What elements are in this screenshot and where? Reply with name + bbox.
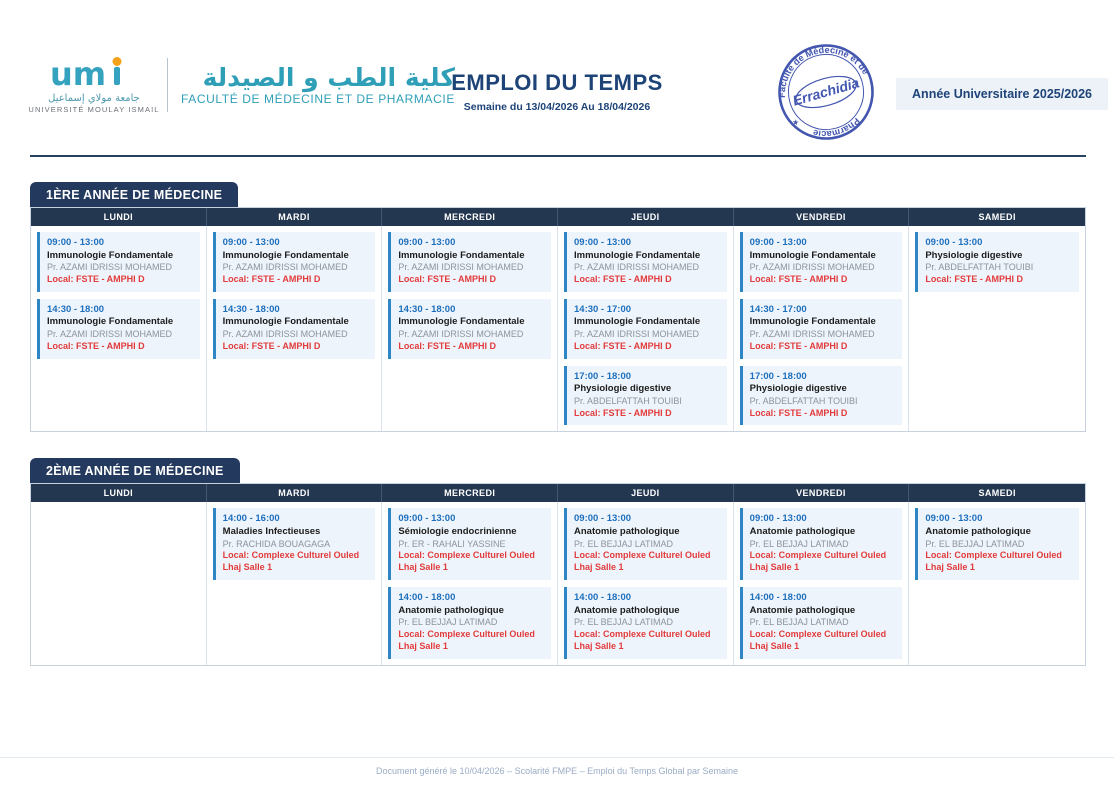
event-time: 09:00 - 13:00 [749, 513, 807, 525]
event-course: Immunologie Fondamentale [574, 249, 701, 261]
day-header-samedi: SAMEDI [909, 208, 1085, 226]
header-divider-rule [30, 155, 1086, 157]
academic-year-badge: Année Universitaire 2025/2026 [896, 78, 1108, 110]
event-course: Anatomie pathologique [574, 525, 680, 537]
event-location: Local: FSTE - AMPHI D [398, 273, 496, 284]
event-location: Local: Complexe Culturel Ouled Lhaj Salle 1 [222, 550, 360, 573]
logo-divider [167, 58, 168, 112]
day-header-mercredi: MERCREDI [382, 208, 558, 226]
event-time: 17:00 - 18:00 [574, 370, 632, 382]
event-time: 14:30 - 17:00 [749, 303, 807, 315]
event-professor: Pr. AZAMI IDRISSI MOHAMED [47, 262, 173, 273]
event-card [564, 366, 727, 426]
event-course: Anatomie pathologique [398, 604, 504, 616]
section-title-tab: 1ÈRE ANNÉE DE MÉDECINE [30, 182, 238, 207]
page-title: EMPLOI DU TEMPS [451, 70, 663, 95]
umi-logo-block [28, 56, 160, 114]
event-location: Local: Complexe Culturel Ouled Lhaj Salle 1 [925, 550, 1062, 573]
event-professor: Pr. ABDELFATTAH TOUIBI [574, 395, 682, 406]
stamp-ring-bottom-text: Pharmacie [812, 115, 862, 140]
event-professor: Pr. AZAMI IDRISSI MOHAMED [574, 262, 700, 273]
event-professor: Pr. RACHIDA BOUAGAGA [222, 538, 331, 549]
stamp-ring-top-text: Faculté de Médecine et de [776, 44, 871, 98]
event-time: 14:30 - 18:00 [47, 303, 105, 315]
event-professor: Pr. EL BEJJAJ LATIMAD [574, 617, 674, 628]
event-card [740, 299, 903, 359]
day-header-lundi: LUNDI [31, 208, 207, 226]
umi-logo-icon [50, 56, 138, 92]
event-professor: Pr. EL BEJJAJ LATIMAD [398, 617, 498, 628]
event-professor: Pr. EL BEJJAJ LATIMAD [749, 617, 849, 628]
event-card [564, 508, 727, 580]
day-column-mardi [207, 502, 383, 665]
university-name-french: UNIVERSITÉ MOULAY ISMAIL [28, 105, 160, 114]
event-location: Local: FSTE - AMPHI D [222, 340, 321, 351]
event-location: Local: Complexe Culturel Ouled Lhaj Salle 1 [574, 629, 711, 651]
event-location: Local: FSTE - AMPHI D [749, 407, 848, 418]
event-professor: Pr. EL BEJJAJ LATIMAD [925, 538, 1025, 549]
event-time: 14:00 - 18:00 [574, 592, 632, 604]
event-professor: Pr. ER - RAHALI YASSINE [398, 538, 506, 549]
event-time: 09:00 - 13:00 [925, 513, 983, 525]
event-time: 14:00 - 18:00 [398, 592, 456, 604]
day-header-jeudi: JEUDI [558, 208, 734, 226]
week-subtitle: Semaine du 13/04/2026 Au 18/04/2026 [463, 101, 651, 113]
day-column-jeudi [558, 226, 734, 431]
event-professor: Pr. AZAMI IDRISSI MOHAMED [574, 328, 700, 339]
event-location: Local: FSTE - AMPHI D [574, 340, 672, 351]
event-course: Anatomie pathologique [574, 604, 680, 616]
event-time: 09:00 - 13:00 [574, 513, 632, 525]
stamp-star-icon: ★ [789, 116, 802, 129]
faculty-name-french: FACULTÉ DE MÉDECINE ET DE PHARMACIE [181, 92, 455, 107]
event-location: Local: FSTE - AMPHI D [47, 340, 145, 351]
day-column-mardi [207, 226, 383, 431]
svg-text:um: um [50, 56, 107, 92]
day-header-mardi: MARDI [207, 484, 383, 502]
event-course: Immunologie Fondamentale [47, 249, 174, 261]
event-course: Physiologie digestive [574, 383, 672, 395]
event-professor: Pr. AZAMI IDRISSI MOHAMED [222, 262, 348, 273]
day-column-vendredi [734, 502, 910, 665]
event-course: Sémiologie endocrinienne [398, 525, 517, 537]
event-card [37, 232, 200, 292]
event-professor: Pr. EL BEJJAJ LATIMAD [749, 538, 849, 549]
event-time: 14:00 - 16:00 [222, 513, 280, 525]
day-column-mercredi [382, 502, 558, 665]
event-time: 17:00 - 18:00 [749, 370, 807, 382]
events-row [31, 502, 1085, 665]
event-location: Local: FSTE - AMPHI D [47, 273, 145, 284]
event-time: 09:00 - 13:00 [749, 237, 807, 248]
event-location: Local: FSTE - AMPHI D [222, 273, 321, 284]
event-course: Immunologie Fondamentale [749, 316, 876, 328]
event-professor: Pr. AZAMI IDRISSI MOHAMED [47, 328, 173, 339]
document-title-block [357, 70, 757, 113]
timetable-sections [30, 182, 1086, 692]
events-row [31, 226, 1085, 431]
event-card [564, 299, 727, 359]
event-card [37, 299, 200, 359]
event-course: Physiologie digestive [925, 249, 1023, 261]
university-name-arabic: جامعة مولاي إسماعيل [48, 93, 140, 104]
event-location: Local: FSTE - AMPHI D [749, 273, 848, 284]
event-location: Local: FSTE - AMPHI D [749, 340, 848, 351]
event-time: 09:00 - 13:00 [925, 237, 983, 248]
event-professor: Pr. ABDELFATTAH TOUIBI [925, 262, 1034, 273]
event-card [213, 232, 376, 292]
event-professor: Pr. AZAMI IDRISSI MOHAMED [749, 328, 875, 339]
day-header-vendredi: VENDREDI [734, 208, 910, 226]
event-professor: Pr. AZAMI IDRISSI MOHAMED [398, 328, 524, 339]
day-column-vendredi [734, 226, 910, 431]
event-card [388, 508, 551, 580]
day-column-samedi [909, 226, 1085, 431]
day-header-row [31, 484, 1085, 502]
event-location: Local: FSTE - AMPHI D [925, 273, 1023, 284]
day-column-jeudi [558, 502, 734, 665]
stamp-seal-icon [764, 30, 888, 154]
event-card [740, 232, 903, 292]
event-card [564, 587, 727, 659]
stamp-center-text: Errachidia [790, 74, 861, 109]
event-course: Maladies Infectieuses [222, 525, 321, 537]
event-time: 14:30 - 17:00 [574, 303, 632, 315]
event-course: Anatomie pathologique [749, 525, 856, 537]
day-header-mardi: MARDI [207, 208, 383, 226]
event-location: Local: Complexe Culturel Ouled Lhaj Salle 1 [574, 550, 711, 573]
event-card [388, 587, 551, 659]
svg-text:Pharmacie [810, 115, 864, 145]
event-course: Immunologie Fondamentale [398, 249, 525, 261]
day-header-jeudi: JEUDI [558, 484, 734, 502]
event-professor: Pr. AZAMI IDRISSI MOHAMED [398, 262, 524, 273]
day-header-vendredi: VENDREDI [734, 484, 910, 502]
event-course: Immunologie Fondamentale [222, 249, 349, 261]
section-title-tab: 2ÈME ANNÉE DE MÉDECINE [30, 458, 240, 483]
day-column-lundi [31, 226, 207, 431]
event-time: 14:30 - 18:00 [222, 303, 280, 315]
event-time: 09:00 - 13:00 [398, 237, 456, 248]
faculty-stamp [764, 30, 888, 154]
event-time: 09:00 - 13:00 [574, 237, 632, 248]
event-time: 09:00 - 13:00 [222, 237, 280, 248]
event-time: 14:30 - 18:00 [398, 303, 456, 315]
day-column-lundi [31, 502, 207, 665]
event-location: Local: FSTE - AMPHI D [574, 273, 672, 284]
event-location: Local: FSTE - AMPHI D [574, 407, 672, 418]
event-card [740, 587, 903, 659]
faculty-name-arabic: كلية الطب و الصيدلة [202, 62, 455, 92]
event-professor: Pr. AZAMI IDRISSI MOHAMED [222, 328, 348, 339]
event-course: Physiologie digestive [749, 383, 847, 395]
event-time: 09:00 - 13:00 [47, 237, 105, 248]
event-course: Immunologie Fondamentale [222, 316, 349, 328]
event-card [388, 299, 551, 359]
section-1 [30, 182, 1086, 432]
event-card [213, 508, 376, 580]
event-course: Immunologie Fondamentale [749, 249, 876, 261]
event-location: Local: Complexe Culturel Ouled Lhaj Salle 1 [398, 629, 535, 651]
day-header-samedi: SAMEDI [909, 484, 1085, 502]
event-professor: Pr. ABDELFATTAH TOUIBI [749, 395, 858, 406]
section-2 [30, 458, 1086, 666]
event-time: 14:00 - 18:00 [749, 592, 807, 604]
event-course: Anatomie pathologique [749, 604, 856, 616]
event-professor: Pr. EL BEJJAJ LATIMAD [574, 538, 674, 549]
timetable-grid [30, 483, 1086, 666]
event-professor: Pr. AZAMI IDRISSI MOHAMED [749, 262, 875, 273]
day-header-row [31, 208, 1085, 226]
event-card [740, 508, 903, 580]
event-card [740, 366, 903, 426]
day-header-lundi: LUNDI [31, 484, 207, 502]
event-location: Local: FSTE - AMPHI D [398, 340, 496, 351]
event-card [388, 232, 551, 292]
event-card [915, 508, 1079, 580]
event-course: Immunologie Fondamentale [398, 316, 525, 328]
day-header-mercredi: MERCREDI [382, 484, 558, 502]
event-course: Immunologie Fondamentale [47, 316, 174, 328]
event-course: Immunologie Fondamentale [574, 316, 701, 328]
day-column-samedi [909, 502, 1085, 665]
event-card [915, 232, 1079, 292]
event-location: Local: Complexe Culturel Ouled Lhaj Salle 1 [749, 629, 887, 651]
event-card [564, 232, 727, 292]
event-time: 09:00 - 13:00 [398, 513, 456, 525]
event-card [213, 299, 376, 359]
event-location: Local: Complexe Culturel Ouled Lhaj Salle 1 [749, 550, 887, 573]
footer-note: Document généré le 10/04/2026 – Scolarité FMPE – Emploi du Temps Global par Semaine [0, 757, 1114, 776]
event-course: Anatomie pathologique [925, 525, 1031, 537]
day-column-mercredi [382, 226, 558, 431]
event-location: Local: Complexe Culturel Ouled Lhaj Salle 1 [398, 550, 535, 573]
timetable-grid [30, 207, 1086, 432]
